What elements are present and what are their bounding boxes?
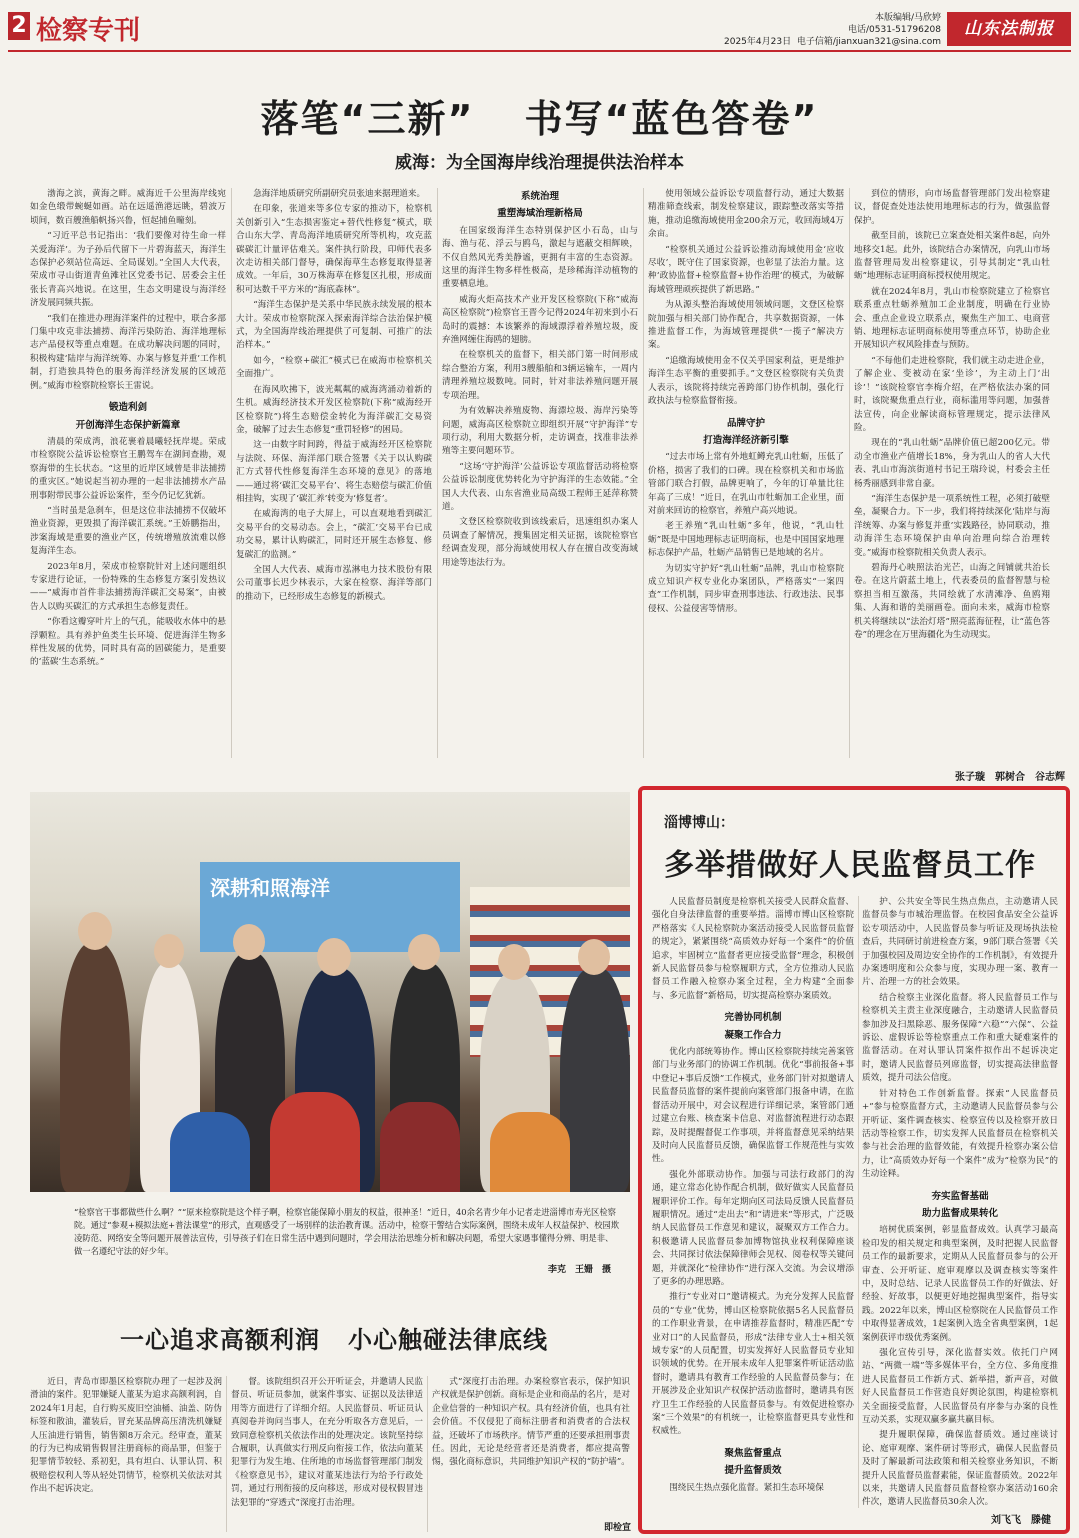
story3-column-1: [30, 1376, 222, 1534]
paragraph: 使用领域公益诉讼专项监督行动，通过大数据精准筛查线索，制发检察建议，跟踪整改落实等措施，推动追缴海域使用金200余万元，收回海域4万余亩。: [648, 189, 844, 240]
photo-head: [408, 934, 440, 970]
story3-headline-part2: 小心触碰法律底线: [348, 1326, 548, 1354]
photo-child: [380, 1102, 460, 1192]
section-heading: 聚焦监督重点: [724, 1447, 782, 1459]
section-heading: 完善协同机制: [724, 1012, 782, 1024]
paragraph: 就在2024年8月，乳山市检察院建立了检察官联系重点牡蛎养殖加工企业制度，明确在行业协会、重点企业设立联系点，聚焦生产加工、电商营销、地理标志证明商标使用等重点环节，协助企业开展知识产权风险排查与预防。: [854, 286, 1050, 351]
column-rule: [643, 188, 644, 758]
photo-child: [270, 1092, 360, 1192]
lead-column-3: [442, 188, 638, 758]
paragraph: 为从源头整治海域使用领域问题，文登区检察院加强与相关部门协作配合，共享数据资源，一体推进监督工作，为海域管理提供“一揽子”解决方案。: [648, 300, 844, 351]
boxed-story-kicker: 淄博博山：: [664, 815, 734, 831]
lead-headline-part1: 落笔“三新”: [260, 97, 475, 141]
paragraph: 2023年8月，荣成市检察院针对上述问题组织专家进行论证，一份特殊的生态修复方案引发热议——“威海市首件非法捕捞海洋碳汇交易案”，由被告人以购买碳汇的方式承担生态修复责任。: [30, 561, 226, 612]
photo-head: [233, 924, 265, 960]
masthead-info: [724, 12, 941, 48]
paragraph: 针对特色工作创新监督。探索“人民监督员+”参与检察监督方式，主动邀请人民监督员参与公开听证、案件调查核实、检察宣传以及检察开放日活动等检察工作，切实发挥人民监督员在检察机关参与社会治理的监督效能，有效提升检察办案公信力，让“高质效办好每一个案件”成为“检察为民”的生动诠释。: [862, 1088, 1058, 1180]
news-photo: [30, 792, 630, 1192]
lead-column-1: [30, 188, 226, 758]
paragraph: “你看这瓣穿叶片上的气孔，能吸收水体中的悬浮颗粒。具有养护鱼类生长环境、促进海洋生物多样性发展的优势，同时具有高的固碳能力，是重要的‘蓝碳’生态系统。”: [30, 617, 226, 668]
paragraph: 老王养殖“乳山牡蛎”多年，他说，“乳山牡蛎”既是中国地理标志证明商标，也是中国国家地理标志保护产品，牡蛎产品销售已是地域的名片。: [648, 521, 844, 559]
paragraph: “海洋生态保护是一项系统性工程，必须打破壁垒，凝聚合力。下一步，我们将持续深化‘陆岸与海洋统筹、办案与修复并重’实践路径，协同联动，推动海洋生态环境保护由单向治理向综合治理转变。”威海市检察院相关负责人表示。: [854, 493, 1050, 558]
story3-column-2: [231, 1376, 423, 1534]
column-rule: [427, 1376, 428, 1532]
paragraph: 如今，“检察+碳汇”模式已在威海市检察机关全面推广。: [236, 355, 432, 380]
paragraph: 在国家级海洋生态特别保护区小石岛，山与海、渔与花、浮云与鸥鸟，激起与遮蔽交相辉映，不仅自然风光秀美静谧，更拥有丰富的生态资源。这里的海洋生物多样性极高，是珍稀海洋动植物的重要栖息地。: [442, 225, 638, 290]
photo-child: [170, 1112, 250, 1192]
column-rule: [858, 896, 859, 1508]
column-rule: [226, 1376, 227, 1532]
issue-date: 2025年4月23日: [724, 37, 792, 47]
paragraph: 碧海丹心映照法治光芒，山海之间铺就共治长卷。在这片蔚蓝土地上，代表委员的监督智慧与检察担当相互激荡，共同绘就了水清滩净、鱼鸥翔集、人海和谐的美丽画卷。面向未来，威海市检察机关将继续以“法治灯塔”照亮蓝海征程，让“蓝色答卷”的理念在万里海疆化为生动现实。: [854, 562, 1050, 640]
paragraph: “海洋生态保护是关系中华民族永续发展的根本大计。荣成市检察院深入探索海洋综合法治保护模式，为全国海岸线治理提供了可复制、可推广的法治样本。”: [236, 300, 432, 351]
paragraph: 这一由数字时间跨，得益于威海经开区检察院与法院、环保、海洋部门联合签署《关于以认购碳汇方式替代性修复海洋生态环境的意见》的落地——通过将‘碳汇交易平台’、将生态赔偿与碳汇价值相挂钩，实现了‘碳汇养’转变为‘修复者’。: [236, 440, 432, 504]
paragraph: “我们在推进办理海洋案件的过程中，联合多部门集中攻克非法捕捞、海洋污染防治、海洋地理标志产品侵权等重点难题。在成功解决问题的同时，积极构建‘陆岸与海洋统筹、办案与修复并重’工作机制，打造独具特色的服务海洋经济发展的区域范例。”威海市检察院检察长王雷说。: [30, 313, 226, 391]
boxed-story-headline: 多举措做好人民监督员工作: [664, 848, 1036, 883]
lead-column-2: [236, 188, 432, 758]
paragraph: 强化外部联动协作。加强与司法行政部门的沟通，建立常态化协作配合机制，做好做实人民监督员履职评价工作。每年定期向区司法局反馈人民监督员履职情况。通过“走出去”和“请进来”等形式，广泛吸纳人民监督员工作意见和建议，凝聚双方工作合力。积极邀请人民监督员参加博物馆执业权利保障座谈会、共同探讨依法保障律师会见权、阅卷权等关键问题，并就深化“检律协作”进行深入交流。为会议增添了更多的办理思路。: [652, 1169, 854, 1287]
lead-headline: [0, 88, 1079, 143]
paragraph: “追缴海域使用金不仅关乎国家利益，更是维护海洋生态平衡的重要抓手。”文登区检察院有关负责人表示，该院将持续完善跨部门协作机制，强化行政执法与检察监督衔接。: [648, 355, 844, 407]
photo-person: [560, 967, 630, 1192]
paragraph: 在检察机关的监督下，相关部门第一时间形成综合整治方案，利用3艘船舶和3辆运输车，一周内清理养殖垃圾数吨。同时，针对非法养殖问题开展专项治理。: [442, 350, 638, 401]
paragraph: 督。该院组织召开公开听证会，并邀请人民监督员、听证员参加，就案件事实、证据以及法律适用等方面进行了详细介绍。人民监督员、听证员认真阅卷并询问当事人，在充分听取各方意见后，一致同意检察机关依法作出的处理决定。该院坚持综合履职，认真做实行刑反向衔接工作，依法向董某犯罪行为发生地、住所地的市场监督管理部门制发《检察意见书》，建议对董某违法行为给予行政处罚，通过行刑衔接的反向移送，形成对侵权假冒违法犯罪的“穿透式”深度打击治理。: [231, 1377, 423, 1508]
paragraph: 式”深度打击治理。办案检察官表示，保护知识产权就是保护创新。商标是企业和商品的名片，是对企业信誉的一种知识产权。具有经济价值，也具有社会价值。不仅侵犯了商标注册者和消费者的合法权益，还破坏了市场秩序。情节严重的还要承担刑事责任。因此，无论是经营者还是消费者，都应提高警惕，强化商标意识，共同维护知识产权的“防护墙”。: [432, 1377, 630, 1468]
paragraph: 到位的情形，向市场监督管理部门发出检察建议，督促查处违法使用地理标志的行为，做强监督保护。: [854, 189, 1050, 226]
email-line: 电子信箱/jianxuan321@sina.com: [796, 37, 941, 47]
photo-head: [578, 939, 610, 975]
paragraph: “过去市场上常有外地虹鳟充乳山牡蛎，压低了价格，损害了我们的口碑。现在检察机关和市场监管部门联合打假，品牌更响了，今年的订单量比往年高了三成！”近日，在乳山市牡蛎加工企业里，面对前来回访的检察官，养殖户高兴地说。: [648, 452, 844, 516]
boxed-column-1: [652, 896, 854, 1508]
paragraph: 在威海湾的电子大屏上，可以直观地看到碳汇交易平台的交易动态。会上，“碳汇’交易平台已成功交易，累计认购碳汇，同时还开展生态修复、修复碳汇的监测。”: [236, 509, 432, 560]
story3-credit: 即检宣: [604, 1523, 632, 1533]
lead-column-4: [648, 188, 844, 758]
story3-column-3: [432, 1376, 630, 1518]
paragraph: 培树优质案例，彰显监督成效。认真学习最高检印发的相关规定和典型案例，及时把握人民监督员工作的最新要求，定期从人民监督员参与的公开审查、公开听证、庭审观摩以及调查核实等案件中，及时总结、记录人民监督员工作的好做法、好经验、好故事，以便更好地挖掘典型案件，指导实践。2022年以来，博山区检察院在人民监督员工作中取得显著成效，1起案例入选全省典型案例，1起案例获评市级优秀案例。: [862, 1225, 1058, 1343]
section-heading: 打造海洋经济新引擎: [703, 434, 789, 446]
paragraph: 全国人大代表、威海市泓淋电力技术股份有限公司董事长迟少林表示，大家在检察、海洋等部门的推动下，已经形成生态修复的新模式。: [236, 564, 432, 602]
lead-column-5: [854, 188, 1050, 760]
paragraph: “这场‘守护海洋’公益诉讼专项监督活动将检察公益诉讼制度优势转化为守护海洋的生态效能。”全国人大代表、山东省渔业局高级工程师王延萍称赞道。: [442, 461, 638, 512]
header-rule: [8, 50, 1071, 52]
section-heading: 锻造利剑: [108, 402, 147, 414]
story3-headline-part1: 一心追求高额利润: [120, 1326, 320, 1354]
boxed-column-2: [862, 896, 1058, 1508]
paragraph: 在印象，张道来等多位专家的推动下，检察机关创新引入“生态损害鉴定+替代性修复”模式，联合山东大学、青岛海洋地质研究所等机构，攻克蓝碳碳汇计量评估难关。案件执行阶段，印师代表多次走访相关部门督导，确保海草生态修复取得显著成效。一年后，30万株海草在修复区扎根，形成面积可达数千平方米的“海底森林”。: [236, 204, 432, 295]
paragraph: 在海风吹拂下，波光粼粼的威海湾涌动着新的生机。威海经济技术开发区检察院(下称“威海经开区检察院”)将生态赔偿金转化为海洋碳汇交易资金，破解了过去生态修复“重罚轻修”的困局。: [236, 384, 432, 435]
column-rule: [437, 188, 438, 758]
section-heading: 重塑海域治理新格局: [497, 208, 583, 220]
lead-headline-part2: 书写“蓝色答卷”: [524, 97, 819, 141]
paragraph: 围绕民生热点强化监督。紧扣生态环境保: [669, 1482, 824, 1493]
section-heading: 提升监督质效: [724, 1465, 782, 1477]
section-title: 检察专刊: [36, 16, 141, 46]
paragraph: “当时虽是急刹车，但是这位非法捕捞不仅破坏渔业资源，更毁损了海洋碳汇系统。”王娇鹏指出，涉案海域是重要的渔业产区，传统增殖放流难以修复海洋生态。: [30, 505, 226, 557]
paragraph: 强化宣传引导，深化监督实效。依托门户网站、“两微一端”等多媒体平台，全方位、多角度推进人民监督员工作新方式、新举措，新声音，对做好人民监督员工作营造良好舆论氛围，构建检察机关全面接受监督，人民监督员有序参与办案的良性互动关系，实现双赢多赢共赢目标。: [862, 1348, 1058, 1426]
section-heading: 品牌守护: [726, 417, 765, 429]
story3-headline: [120, 1320, 548, 1355]
page-number: 2: [8, 12, 30, 40]
paragraph: 护、公共安全等民生热点焦点，主动邀请人民监督员参与市城治理监督。在校园食品安全公益诉讼专项活动中，人民监督员参与听证及现场执法检查后，共同研讨前进检查方案，9部门联合签署《关于加强校园及周边安全协作的工作机制》，有效提升办案透明度和公众参与度，实现办理一案、教育一片、治理一方的社会效果。: [862, 897, 1058, 988]
photo-head: [154, 934, 184, 968]
paragraph: “检察机关通过公益诉讼推动海域使用金‘应收尽收’，既守住了国家资源，也彰显了法治力量。这种‘政协监督+检察监督+协作治理’的模式，为破解海域管理顽疾提供了新思路。”: [648, 244, 844, 295]
section-heading: 系统治理: [520, 191, 559, 202]
paragraph: 优化内部统筹协作。博山区检察院持续完善案管部门与业务部门的协调工作机制。优化“事前报备+事中登记+事后反馈”工作模式，业务部门针对拟邀请人民监督员监督的案件提前向案管部门报备申请，在监督活动开展中，对会议程进行详细记录，案管部门通过建立台账、核查案卡信息、对监督流程进行动态跟踪，及时提醒督促工作事项，并将监督意见采纳结果及时向人民监督员反馈，确保监督工作规范性与实效性。: [652, 1047, 854, 1165]
paragraph: 提升履职保障，确保监督质效。通过座谈讨论、庭审观摩、案件研讨等形式，确保人民监督员及时了解最新司法政策和相关检察业务知识，不断提升人民监督员监督素能，保证监督质效。2022年以来，共邀请人民监督员监督检察办案活动160余件次，邀请人民监督员30余人次。: [862, 1430, 1058, 1508]
lead-subheadline: 威海：为全国海岸线治理提供法治样本: [395, 153, 684, 173]
paragraph: 近日，青岛市即墨区检察院办理了一起涉及润滑油的案件。犯罪嫌疑人董某为追求高额利润，自2024年1月起，自行购买废旧空油桶、油盖、防伪标签和散油，灌装后，冒充某品牌高压清洗机嫌疑人压油进行销售，销售额8万余元。经审查，董某的行为已构成销售假冒注册商标的商品罪，但鉴于犯罪情节较轻、系初犯，具有坦白、认罪认罚、积极赔偿权利人等从轻处罚情节，检察机关依法对其作出不起诉决定。: [30, 1377, 222, 1495]
boxed-story-byline: 刘飞飞 滕健: [991, 1515, 1051, 1526]
photo-person: [60, 942, 130, 1192]
lead-byline: 张子璇 郭树合 谷志辉: [955, 772, 1065, 783]
editor-line: 本版编辑/马欣婷: [874, 13, 941, 23]
paragraph: 人民监督员制度是检察机关接受人民群众监督、强化自身法律监督的重要举措。淄博市博山区检察院严格落实《人民检察院办案活动接受人民监督员监督的规定》，紧紧围绕“高质效办好每一个案件”的价值追求，牢固树立“监督者更应接受监督”理念，积极创新人民监督员参与检察履职方式，全方位推动人民监督员工作融入检察办案全过程，全力构建“全面参与、多元监督”新格局，切实提高检察办案质效。: [652, 897, 854, 1001]
paragraph: 推行“专业对口”邀请模式。为充分发挥人民监督员的“专业”优势，博山区检察院依据5名人民监督员的工作职业背景，在申请推荐监督时，精准匹配“专业对口”的人民监督员，形成“法律专业人士+相关领域专家”的人员配置，切实发挥好人民监督员专业知识领域的优势。在开展未成年人犯罪案件听证活动监督时，邀请具有教育工作经验的人民监督员参与；在开展涉及企业知识产权保护活动监督时，邀请具有医疗卫生工作经验的人民监督员参与。有效促进检察办案“三个效果”的有机统一，让检察监督更具专业性和权威性。: [652, 1292, 854, 1437]
paragraph: 渤海之滨，黄海之畔。威海近千公里海岸线宛如金色缎带蜿蜒如画。站在远遥渔港远眺，碧波万顷间，数百艘渔船帆扬兴鲁，恒起捕鱼疃刻。: [30, 189, 226, 226]
phone-line: 电话/0531-51796208: [848, 25, 941, 35]
photo-caption: “检察官干事都做些什么啊？”“原来检察院是这个样子啊，检察官能保障小朋友的权益，很神圣！”近日，40余名青少年小记者走进淄博市寿光区检察院。通过“参观+模拟法庭+普法课堂”的形式，直观感受了一场别样的法治教育课。活动中，检察干警结合实际案例，围绕未成年人权益保护、校园欺凌防范、网络安全等问题开展普法宣传，引导孩子们在日常生活中遇到问题时，学会用法治思维分析和解决问题，希望大家遇事懂得分辨、明是非、做一名遵纪守法的好少年。: [74, 1207, 620, 1256]
paragraph: 结合检察主业深化监督。将人民监督员工作与检察机关主责主业深度融合，主动邀请人民监督员参加涉及扫黑除恶、服务保障“六稳”“六保”、公益诉讼、虚假诉讼等检察重点工作和重大疑难案件的监督活动。在对认罪认罚案件拟作出不起诉决定时，邀请人民监督员列席监督，切实提高法律监督质效，提升司法公信度。: [862, 992, 1058, 1084]
photo-credit: 李克 王姗 摄: [548, 1265, 612, 1275]
paragraph: 清晨的荣成湾，浪花裹着晨曦轻抚岸堤。荣成市检察院公益诉讼检察官王鹏驾车在湖间查勘，观察海带的生长状态。“这里的近岸区域曾是非法捕捞的重灾区。”她说起当初办理的一起非法捕捞水产品刑事附带民事公益诉讼案件，至今仍记忆犹新。: [30, 436, 226, 501]
section-heading: 开创海洋生态保护新篇章: [75, 419, 181, 431]
photo-wall-text: 深耕和照海洋: [210, 876, 330, 900]
section-heading: 助力监督成果转化: [921, 1207, 998, 1219]
paragraph: 现在的“乳山牡蛎”品牌价值已超200亿元。带动全市渔业产值增长18%，身为乳山人的省人大代表、乳山市海滨街道村书记王瑞玲说，村委会主任杨秀丽感到非常自豪。: [854, 438, 1050, 489]
photo-head: [498, 944, 530, 980]
photo-child: [490, 1112, 570, 1192]
paragraph: 急海洋地质研究所副研究员张迪来据理道来。: [253, 189, 426, 199]
paragraph: 为有效解决养殖废物、海漂垃圾、海岸污染等问题，威海高区检察院立即组织开展“守护海洋”专项行动，利用大数据分析，走访调查，找准非法养殖等主要问题环节。: [442, 406, 638, 457]
paragraph: 文登区检察院收到该线索后，迅速组织办案人员调查了解情况，搜集固定相关证据，该院检察官经调查发现，部分海域使用权人存在擅自改变海域用途等违法行为。: [442, 517, 638, 568]
date-email-line: [724, 36, 941, 48]
column-rule: [849, 188, 850, 758]
photo-head: [78, 912, 112, 950]
paragraph: 威海火炬高技术产业开发区检察院(下称“威海高区检察院”)检察官王晋今记得2024年初来到小石岛时的震撼：本该繁养的海域漂浮着养殖垃圾，废弃渔网缠住海鸥的翅膀。: [442, 294, 638, 346]
paragraph: “不每他们走进检察院，我们就主动走进企业，了解企业、变被动在家‘坐诊’，为主动上门‘出诊’！”该院检察官李梅介绍，在严格依法办案的同时，该院聚焦重点行业，商标滥用等问题，加强普法宣传，向企业解读商标管理规定，提示法律风险。: [854, 355, 1050, 433]
paragraph: “习近平总书记指出：‘我们要像对待生命一样关爱海洋’。为子孙后代留下一片碧海蓝天，海洋生态保护必须站位高远、全局谋划。”全国人大代表，荣成市寻山街道青鱼滩社区党委书记、居委会主任张长青高兴地说。在这里，生态文明建设与海洋经济发展同频共振。: [30, 231, 226, 309]
section-heading: 夯实监督基础: [931, 1190, 989, 1202]
column-rule: [231, 188, 232, 758]
photo-head: [317, 938, 351, 976]
section-heading: 凝聚工作合力: [724, 1029, 782, 1041]
paragraph: 为切实守护好“乳山牡蛎”品牌，乳山市检察院成立知识产权专业化办案团队，严格落实“一案四查”工作机制，同步审查刑事违法、行政违法、民事侵权、公益侵害等情形。: [648, 563, 844, 614]
paragraph: 截至目前，该院已立案查处相关案件8起，向外地移交1起。此外，该院结合办案情况，向乳山市场监督管理局发出检察建议，引导其制定“乳山牡蛎”地理标志证明商标授权使用规定。: [854, 231, 1050, 282]
newspaper-logo: 山东法制报: [947, 12, 1071, 46]
